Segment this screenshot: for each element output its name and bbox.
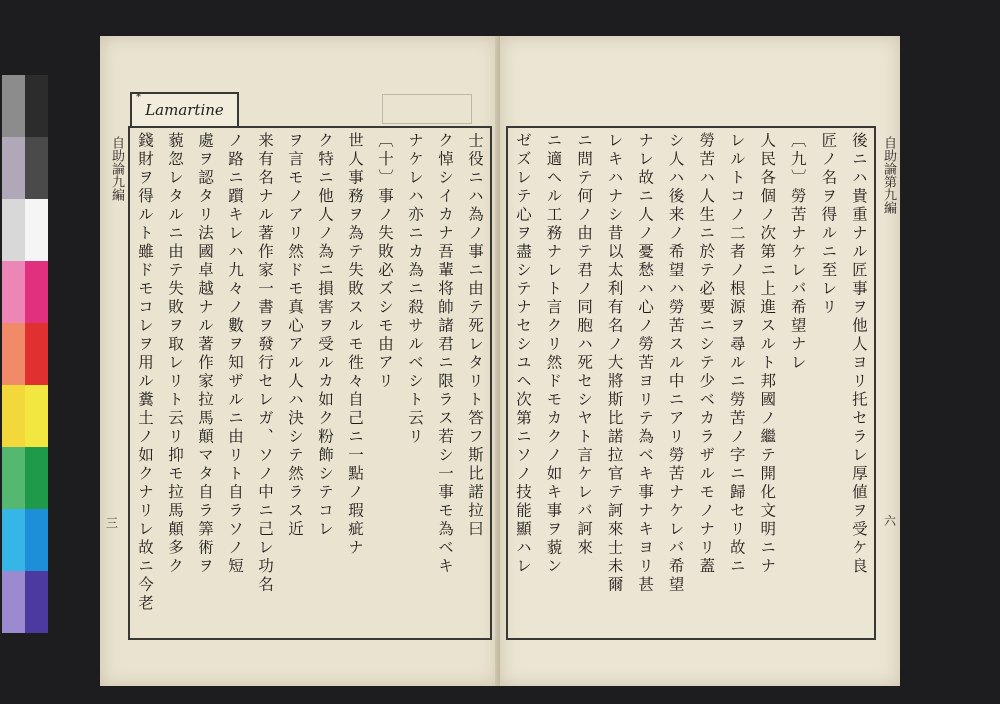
left-text-columns — [134, 132, 486, 634]
text-column: ゼズレテ心ヲ盡シテナセシユヘ次第ニソノ技能顯ハレ — [514, 132, 532, 576]
text-column: レルトコノ二者ノ根源ヲ尋ルニ勞苦ノ字ニ歸セリ故ニ — [727, 132, 746, 576]
label-text: Lamartine — [145, 101, 224, 119]
color-swatch-light — [2, 261, 25, 323]
color-swatch-light — [2, 199, 25, 261]
text-column: ニ問テ何ノ由テ君ノ同胞ハ死セシヤト言ケレバ訶來 — [575, 132, 594, 558]
label-mark: * — [136, 92, 141, 103]
color-swatch-row — [2, 137, 48, 199]
color-swatch-dark — [25, 137, 48, 199]
text-column: 錢財ヲ得ルト雖ドモコレヲ用ル糞土ノ如クナリレ故ニ今老 — [136, 132, 154, 613]
right-page-number: 六 — [883, 514, 896, 528]
color-swatch-row — [2, 199, 48, 261]
color-swatch-dark — [25, 447, 48, 509]
color-swatch-dark — [25, 571, 48, 633]
library-label — [130, 92, 239, 128]
right-margin-title: 自助論第九編 — [881, 136, 896, 214]
color-swatch-dark — [25, 509, 48, 571]
text-column: 匠ノ名ヲ得ルニ至レリ — [819, 132, 838, 317]
color-swatch-row — [2, 447, 48, 509]
color-swatch-row — [2, 509, 48, 571]
text-column: ノ路ニ躓キレハ九々ノ數ヲ知ザルニ由リト自ラソノ短 — [226, 132, 244, 576]
text-column: ナケレハ亦ニカ為ニ殺サルベシト云リ — [406, 132, 424, 447]
color-swatch-light — [2, 137, 25, 199]
color-swatch-row — [2, 261, 48, 323]
right-page — [500, 36, 900, 686]
text-column: 勞苦ハ人生ニ於テ必要ニシテ少ベカラザルモノナリ蓋 — [697, 132, 716, 576]
color-swatch-dark — [25, 199, 48, 261]
text-column: 人民各個ノ次第ニ上進スルト邦國ノ繼テ開化文明ニナ — [758, 132, 777, 576]
color-swatch-row — [2, 75, 48, 137]
color-calibration-bar — [2, 75, 48, 633]
right-margin-column — [875, 126, 900, 640]
left-page-number: 三 — [106, 516, 119, 530]
text-column: ニ適ヘル工務ナレト言クリ然ドモカクノ如キ事ヲ藐ン — [544, 132, 563, 576]
open-book — [100, 36, 900, 686]
text-column: ナレ故ニ人ノ憂愁ハ心ノ勞苦ヨリテ為ベキ事ナキヨリ甚 — [636, 132, 655, 595]
text-column: レキハナシ昔以太利有名ノ大將斯比諾拉官テ訶來士未爾 — [605, 132, 624, 595]
text-column: 士役ニハ為ノ事ニ由テ死レタリト答フ斯比諾拉曰 — [466, 132, 484, 539]
color-swatch-row — [2, 571, 48, 633]
color-swatch-light — [2, 571, 25, 633]
text-column: 〔九〕勞苦ナケレバ希望ナレ — [788, 132, 807, 373]
faded-stamp-area — [382, 94, 472, 124]
color-swatch-light — [2, 75, 25, 137]
text-column: 世人事務ヲ為テ失敗スルモ徃々自己ニ一點ノ瑕疵ナ — [346, 132, 364, 558]
color-swatch-row — [2, 323, 48, 385]
text-column: 〔十〕事ノ失敗必ズシモ由アリ — [376, 132, 394, 391]
color-swatch-light — [2, 447, 25, 509]
color-swatch-dark — [25, 75, 48, 137]
color-swatch-light — [2, 385, 25, 447]
text-column: ク悼シイカナ吾輩将帥諸君ニ限ラス若シ一事モ為ベキ — [436, 132, 454, 576]
left-text-frame — [128, 126, 492, 640]
text-column: ク特ニ他人ノ為ニ損害ヲ受ルカ如ク粉飾シテコレ — [316, 132, 334, 539]
left-margin-column — [104, 126, 129, 640]
color-swatch-light — [2, 323, 25, 385]
color-swatch-dark — [25, 261, 48, 323]
right-text-frame — [506, 126, 876, 640]
left-margin-title: 自助論九編 — [109, 136, 124, 201]
text-column: 後ニハ貴重ナル匠事ヲ他人ヨリ托セラレ厚値ヲ受ケ良 — [849, 132, 868, 576]
color-swatch-light — [2, 509, 25, 571]
color-swatch-dark — [25, 323, 48, 385]
text-column: 藐忽レタルニ由テ失敗ヲ取レリト云リ抑モ拉馬顛多ク — [166, 132, 184, 576]
text-column: 来有名ナル著作家一書ヲ發行セレガ、ソノ中ニ己レ功名 — [256, 132, 274, 595]
text-column: シ人ハ後来ノ希望ハ勞苦スル中ニアリ勞苦ナケレバ希望 — [666, 132, 685, 595]
color-swatch-dark — [25, 385, 48, 447]
color-swatch-row — [2, 385, 48, 447]
text-column: ヲ言モノアリ然ドモ真心アル人ハ決シテ然ラス近 — [286, 132, 304, 539]
right-text-columns — [512, 132, 870, 634]
left-page — [100, 36, 498, 686]
text-column: 處ヲ認タリ法國卓越ナル著作家拉馬顛マタ自ラ筭術ヲ — [196, 132, 214, 576]
